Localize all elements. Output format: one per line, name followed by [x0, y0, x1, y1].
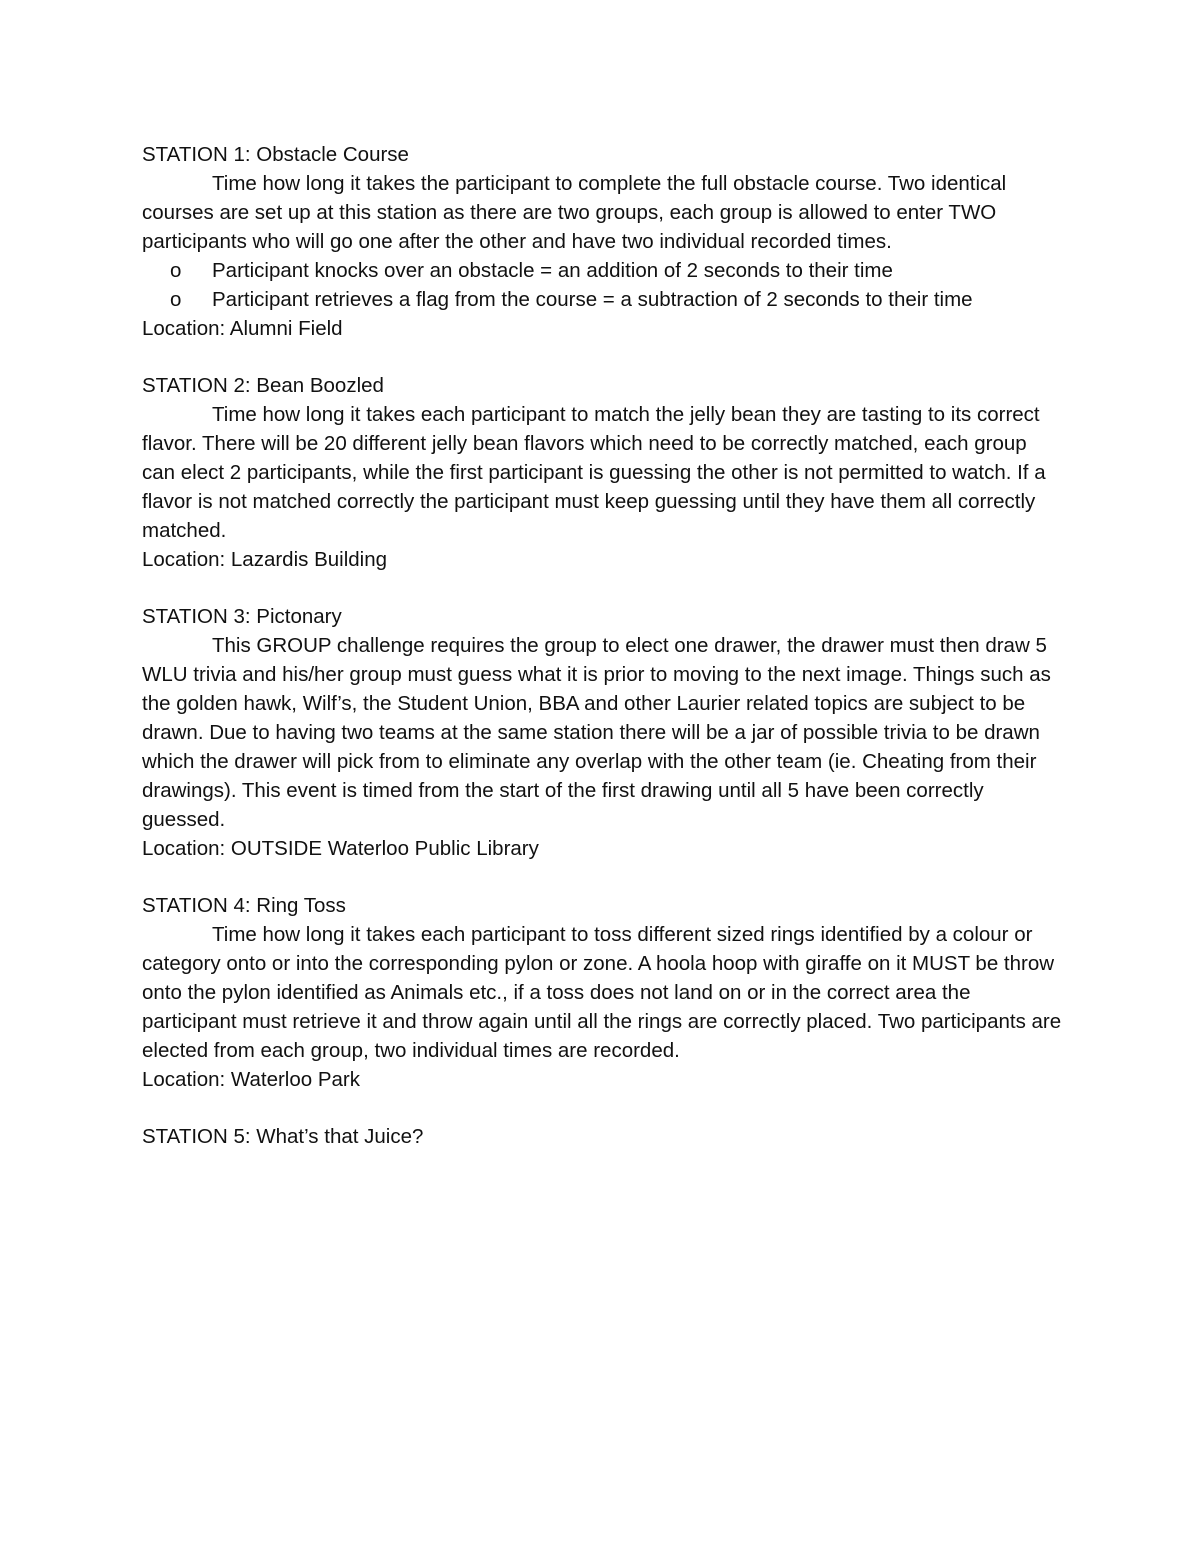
- station-3-description: This GROUP challenge requires the group to elect one drawer, the drawer must then draw 5 WLU trivia and his/her group must guess what it is prior to moving to the next image. Things such as the golden hawk, Wilf’s, the Student Union, BBA and other Laurier related topics are subject to be drawn. Due to having two teams at the same station there will be a jar of possible trivia to be drawn which the drawer will pick from to eliminate any overlap with the other team (ie. Cheating from their drawings). This event is timed from the start of the first drawing until all 5 have been correctly guessed.: [142, 634, 1051, 831]
- station-2-location: Location: Lazardis Building: [142, 548, 388, 571]
- station-3-section: [142, 602, 1062, 863]
- station-1-location: Location: Alumni Field: [142, 317, 343, 340]
- station-1-rule-1: Participant knocks over an obstacle = an addition of 2 seconds to their time: [212, 259, 893, 282]
- station-5-heading: STATION 5: What’s that Juice?: [142, 1125, 424, 1148]
- station-1-description: Time how long it takes the participant to complete the full obstacle course. Two identical courses are set up at this station as there are two groups, each group is allowed to enter TWO participants who will go one after the other and have two individual recorded times.: [142, 172, 1007, 253]
- station-3-location: Location: OUTSIDE Waterloo Public Library: [142, 837, 539, 860]
- station-4-location: Location: Waterloo Park: [142, 1068, 361, 1091]
- list-item: o Participant retrieves a flag from the course = a subtraction of 2 seconds to their time: [170, 288, 973, 311]
- station-3-heading: STATION 3: Pictonary: [142, 605, 342, 628]
- station-4-description: Time how long it takes each participant to toss different sized rings identified by a colour or category onto or into the corresponding pylon or zone. A hoola hoop with giraffe on it MUST be throw onto the pylon identified as Animals etc., if a toss does not land on or in the correct area the participant must retrieve it and throw again until all the rings are correctly placed. Two participants are elected from each group, two individual times are recorded.: [142, 923, 1062, 1062]
- station-1-rules-list: [142, 256, 1062, 314]
- station-2-heading: STATION 2: Bean Boozled: [142, 374, 384, 397]
- station-1-rule-2: Participant retrieves a flag from the course = a subtraction of 2 seconds to their time: [212, 288, 973, 311]
- station-1-section: [142, 140, 1062, 343]
- document-page: [142, 140, 1062, 1179]
- station-2-description: Time how long it takes each participant to match the jelly bean they are tasting to its correct flavor. There will be 20 different jelly bean flavors which need to be correctly matched, each group can elect 2 participants, while the first participant is guessing the other is not permitted to watch. If a flavor is not matched correctly the participant must keep guessing until they have them all correctly matched.: [142, 403, 1046, 542]
- station-2-section: [142, 371, 1062, 574]
- station-5-section: [142, 1122, 1062, 1151]
- station-1-heading: STATION 1: Obstacle Course: [142, 143, 409, 166]
- station-4-heading: STATION 4: Ring Toss: [142, 894, 346, 917]
- station-4-section: [142, 891, 1062, 1094]
- list-item: o Participant knocks over an obstacle = an addition of 2 seconds to their time: [170, 259, 893, 282]
